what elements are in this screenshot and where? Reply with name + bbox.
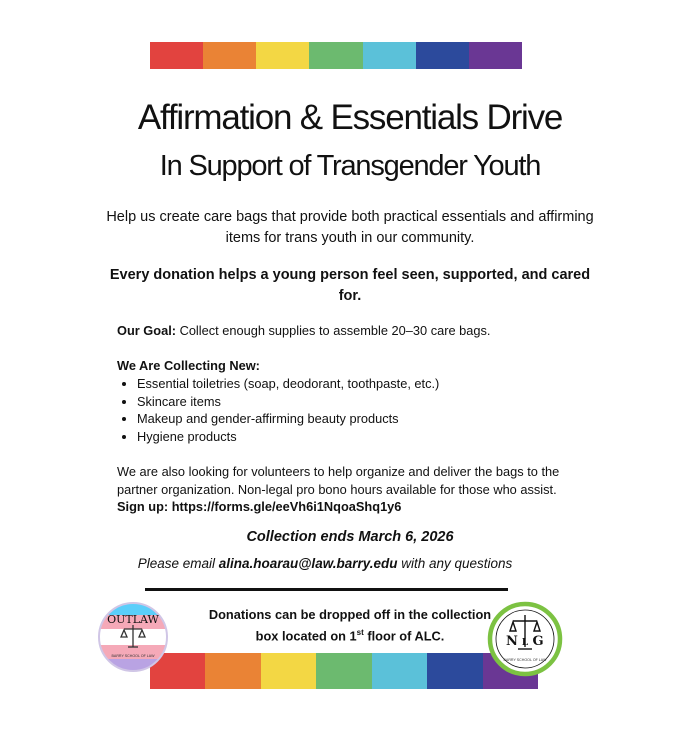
- intro-text: Help us create care bags that provide both practical essentials and affirming items for trans youth in our community.: [106, 209, 594, 246]
- goal-line: [117, 323, 490, 338]
- email-prefix: Please email: [137, 556, 219, 571]
- nlg-letter-n: N: [506, 634, 518, 649]
- signup-link[interactable]: Sign up: https://forms.gle/eeVh6i1NqoaShq1y6: [117, 499, 402, 514]
- volunteer-body: We are also looking for volunteers to help organize and deliver the bags to the partner organization. Non-legal pro bono hours available for those who assist.: [117, 464, 560, 497]
- stripe-orange: [203, 42, 256, 69]
- email-line: [0, 556, 650, 571]
- stripe-green: [309, 42, 362, 69]
- stripe-purple: [469, 42, 522, 69]
- nlg-logo: [487, 601, 563, 677]
- top-pride-stripe: [150, 42, 522, 69]
- volunteer-text: [117, 463, 577, 516]
- page-title: Affirmation & Essentials Drive: [137, 98, 563, 137]
- goal-label: Our Goal:: [117, 323, 177, 338]
- nlg-letter-g: G: [532, 634, 544, 649]
- list-item: • Essential toiletries (soap, deodorant, toothpaste, etc.): [137, 375, 439, 393]
- outlaw-logo-sub: BARRY SCHOOL OF LAW: [111, 654, 155, 658]
- stripe-red: [150, 42, 203, 69]
- dropoff-line-2-pre: box located on 1: [255, 627, 357, 643]
- stripe-orange: [205, 653, 260, 689]
- email-suffix: with any questions: [397, 556, 513, 571]
- collection-ends: Collection ends March 6, 2026: [246, 529, 454, 545]
- page-subtitle: In Support of Transgender Youth: [159, 150, 541, 182]
- every-donation-text: Every donation helps a young person feel seen, supported, and cared for.: [109, 267, 591, 304]
- email-link[interactable]: alina.hoarau@law.barry.edu: [218, 556, 398, 571]
- stripe-green: [316, 653, 371, 689]
- stripe-yellow: [261, 653, 316, 689]
- stripe-cyan: [363, 42, 416, 69]
- stripe-blue: [416, 42, 469, 69]
- stripe-yellow: [256, 42, 309, 69]
- nlg-letter-l: L: [521, 638, 529, 648]
- list-item: • Hygiene products: [137, 428, 439, 446]
- outlaw-logo: [97, 601, 169, 673]
- stripe-blue: [427, 653, 482, 689]
- stripe-cyan: [372, 653, 427, 689]
- divider: [145, 588, 508, 591]
- collecting-heading: We Are Collecting New:: [117, 358, 260, 373]
- dropoff-line-2-post: floor of ALC.: [363, 627, 445, 643]
- dropoff-sup: st: [356, 627, 364, 637]
- nlg-logo-sub: BARRY SCHOOL OF LAW: [503, 658, 547, 662]
- dropoff-line-1: Donations can be dropped off in the collection: [208, 607, 492, 622]
- list-item: • Skincare items: [137, 393, 439, 411]
- list-item: • Makeup and gender-affirming beauty products: [137, 410, 439, 428]
- goal-text: Collect enough supplies to assemble 20–30 care bags.: [176, 323, 491, 338]
- collecting-list: [117, 375, 439, 445]
- outlaw-logo-name: OUTLAW: [107, 613, 159, 626]
- bottom-pride-stripe: [150, 653, 538, 689]
